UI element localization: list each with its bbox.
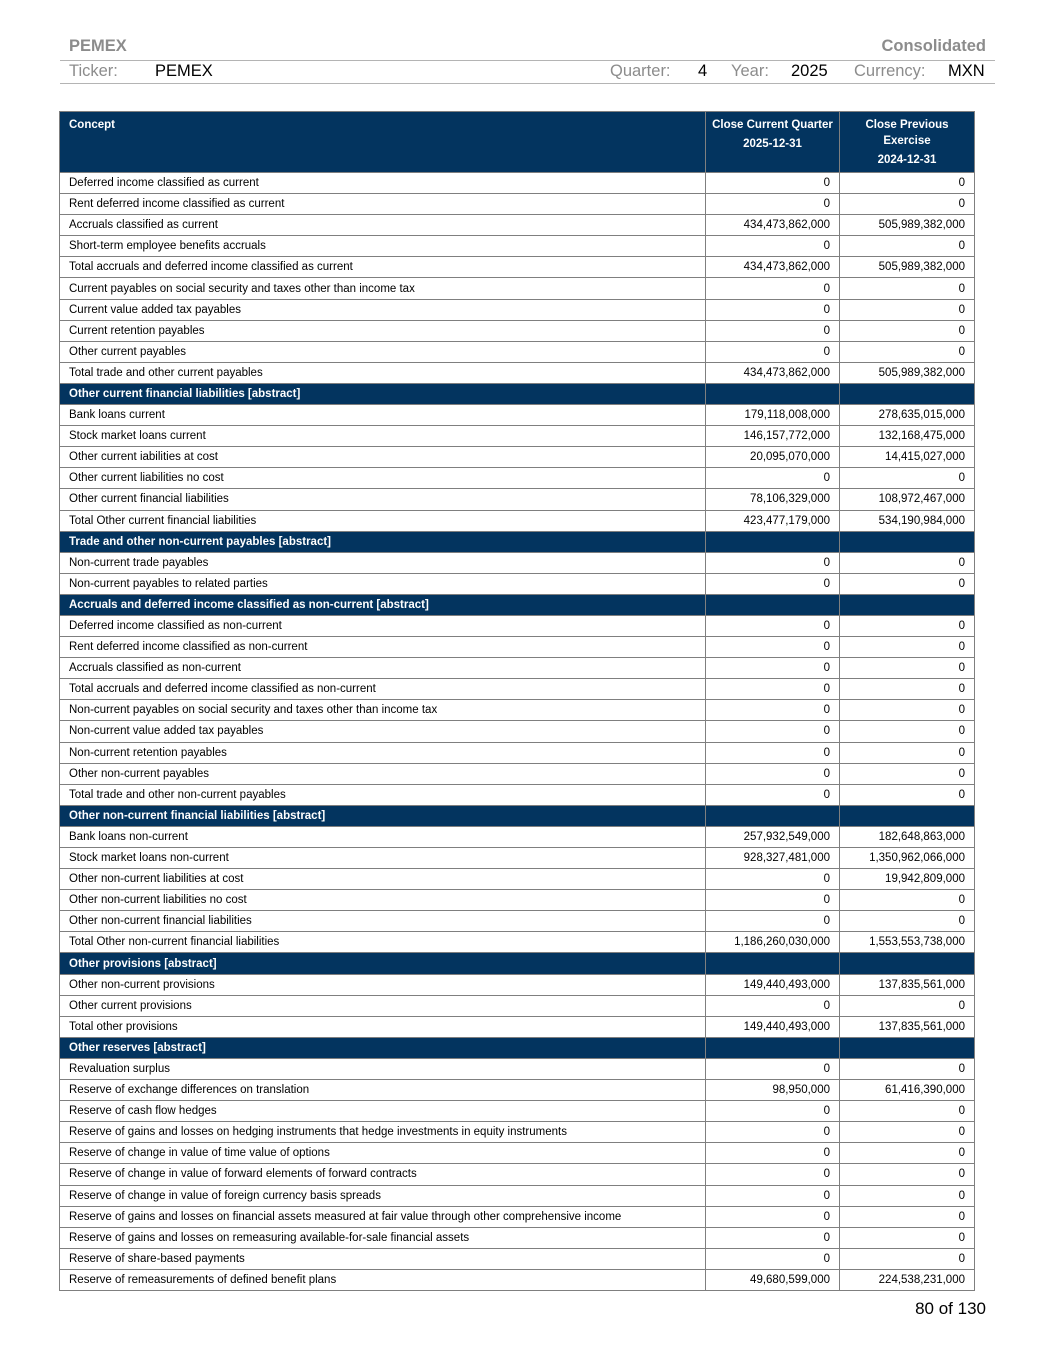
concept-cell: Current payables on social security and taxes other than income tax — [60, 278, 706, 299]
section-blank-cell — [706, 383, 840, 404]
table-row — [60, 763, 975, 784]
current-quarter-value: 434,473,862,000 — [706, 215, 840, 236]
concept-cell: Revaluation surplus — [60, 1058, 706, 1079]
previous-exercise-value: 0 — [840, 173, 975, 194]
previous-exercise-value: 0 — [840, 700, 975, 721]
table-row — [60, 784, 975, 805]
table-row — [60, 826, 975, 847]
current-quarter-value: 0 — [706, 700, 840, 721]
concept-cell: Other current payables — [60, 341, 706, 362]
current-quarter-value: 0 — [706, 278, 840, 299]
current-quarter-column-header — [706, 112, 840, 173]
previous-exercise-value: 505,989,382,000 — [840, 215, 975, 236]
previous-exercise-value: 0 — [840, 679, 975, 700]
concept-cell: Reserve of change in value of foreign currency basis spreads — [60, 1185, 706, 1206]
current-quarter-value: 257,932,549,000 — [706, 826, 840, 847]
table-row — [60, 1206, 975, 1227]
section-header-row — [60, 383, 975, 404]
concept-cell: Total trade and other current payables — [60, 362, 706, 383]
section-title: Other non-current financial liabilities [abstract] — [60, 805, 706, 826]
section-header-row — [60, 805, 975, 826]
current-quarter-value: 0 — [706, 1227, 840, 1248]
concept-cell: Stock market loans non-current — [60, 848, 706, 869]
previous-exercise-value: 0 — [840, 194, 975, 215]
concept-cell: Reserve of gains and losses on hedging instruments that hedge investments in equity instruments — [60, 1122, 706, 1143]
current-quarter-value: 0 — [706, 995, 840, 1016]
section-header-row — [60, 1037, 975, 1058]
section-title: Other current financial liabilities [abstract] — [60, 383, 706, 404]
table-row — [60, 426, 975, 447]
table-row — [60, 1080, 975, 1101]
previous-exercise-value: 0 — [840, 637, 975, 658]
current-quarter-value: 0 — [706, 637, 840, 658]
table-row — [60, 1227, 975, 1248]
previous-exercise-value: 182,648,863,000 — [840, 826, 975, 847]
currency-label: Currency: — [854, 62, 926, 80]
concept-cell: Total Other non-current financial liabilities — [60, 932, 706, 953]
previous-exercise-value: 0 — [840, 468, 975, 489]
table-row — [60, 679, 975, 700]
current-quarter-value: 0 — [706, 890, 840, 911]
current-quarter-value: 149,440,493,000 — [706, 974, 840, 995]
concept-cell: Total accruals and deferred income classified as current — [60, 257, 706, 278]
ticker-label: Ticker: — [69, 62, 118, 80]
concept-cell: Other current financial liabilities — [60, 489, 706, 510]
table-body — [60, 173, 975, 1291]
previous-exercise-value: 278,635,015,000 — [840, 405, 975, 426]
concept-cell: Reserve of cash flow hedges — [60, 1101, 706, 1122]
current-quarter-value: 0 — [706, 194, 840, 215]
table-row — [60, 194, 975, 215]
company-name: PEMEX — [69, 37, 127, 55]
concept-cell: Total other provisions — [60, 1016, 706, 1037]
previous-exercise-value: 0 — [840, 1164, 975, 1185]
concept-cell: Reserve of change in value of forward elements of forward contracts — [60, 1164, 706, 1185]
current-quarter-value: 0 — [706, 1122, 840, 1143]
concept-cell: Reserve of exchange differences on translation — [60, 1080, 706, 1101]
previous-exercise-header-label: Close Previous Exercise — [865, 119, 949, 147]
previous-exercise-value: 0 — [840, 573, 975, 594]
ticker-value: PEMEX — [155, 62, 213, 80]
previous-exercise-value: 534,190,984,000 — [840, 510, 975, 531]
previous-exercise-value: 132,168,475,000 — [840, 426, 975, 447]
current-quarter-value: 0 — [706, 299, 840, 320]
table-row — [60, 700, 975, 721]
table-row — [60, 552, 975, 573]
current-quarter-value: 78,106,329,000 — [706, 489, 840, 510]
table-row — [60, 658, 975, 679]
previous-exercise-value: 0 — [840, 1248, 975, 1269]
concept-cell: Reserve of share-based payments — [60, 1248, 706, 1269]
previous-exercise-value: 0 — [840, 320, 975, 341]
concept-cell: Current retention payables — [60, 320, 706, 341]
section-blank-cell — [840, 1037, 975, 1058]
current-quarter-value: 434,473,862,000 — [706, 257, 840, 278]
previous-exercise-value: 0 — [840, 742, 975, 763]
current-quarter-header-label: Close Current Quarter — [712, 119, 833, 131]
section-title: Other reserves [abstract] — [60, 1037, 706, 1058]
current-quarter-value: 0 — [706, 679, 840, 700]
concept-cell: Other non-current liabilities at cost — [60, 869, 706, 890]
previous-exercise-value: 0 — [840, 1227, 975, 1248]
previous-exercise-value: 137,835,561,000 — [840, 1016, 975, 1037]
table-row — [60, 637, 975, 658]
concept-cell: Stock market loans current — [60, 426, 706, 447]
section-blank-cell — [706, 1037, 840, 1058]
concept-cell: Bank loans current — [60, 405, 706, 426]
table-row — [60, 173, 975, 194]
previous-exercise-value: 19,942,809,000 — [840, 869, 975, 890]
table-row — [60, 215, 975, 236]
table-row — [60, 362, 975, 383]
table-row — [60, 911, 975, 932]
previous-exercise-value: 0 — [840, 1122, 975, 1143]
table-row — [60, 1185, 975, 1206]
table-row — [60, 1164, 975, 1185]
concept-cell: Total accruals and deferred income classified as non-current — [60, 679, 706, 700]
concept-cell: Reserve of gains and losses on remeasuring available-for-sale financial assets — [60, 1227, 706, 1248]
financial-data-table — [59, 111, 975, 1291]
previous-exercise-value: 1,553,553,738,000 — [840, 932, 975, 953]
concept-cell: Other non-current payables — [60, 763, 706, 784]
table-row — [60, 615, 975, 636]
concept-cell: Total trade and other non-current payables — [60, 784, 706, 805]
section-blank-cell — [840, 383, 975, 404]
current-quarter-value: 0 — [706, 552, 840, 573]
previous-exercise-value: 1,350,962,066,000 — [840, 848, 975, 869]
previous-exercise-value: 0 — [840, 1101, 975, 1122]
concept-cell: Other current provisions — [60, 995, 706, 1016]
current-quarter-value: 0 — [706, 869, 840, 890]
concept-cell: Rent deferred income classified as non-current — [60, 637, 706, 658]
section-blank-cell — [840, 805, 975, 826]
current-quarter-value: 179,118,008,000 — [706, 405, 840, 426]
previous-exercise-value: 0 — [840, 763, 975, 784]
current-quarter-value: 0 — [706, 658, 840, 679]
concept-column-header: Concept — [60, 112, 706, 173]
table-row — [60, 447, 975, 468]
table-row — [60, 278, 975, 299]
section-title: Trade and other non-current payables [abstract] — [60, 531, 706, 552]
current-quarter-value: 0 — [706, 1143, 840, 1164]
previous-exercise-value: 0 — [840, 1185, 975, 1206]
table-row — [60, 299, 975, 320]
current-quarter-value: 423,477,179,000 — [706, 510, 840, 531]
table-row — [60, 890, 975, 911]
current-quarter-value: 0 — [706, 320, 840, 341]
table-row — [60, 1016, 975, 1037]
current-quarter-value: 928,327,481,000 — [706, 848, 840, 869]
table-row — [60, 1058, 975, 1079]
quarter-label: Quarter: — [610, 62, 671, 80]
section-blank-cell — [840, 953, 975, 974]
table-row — [60, 341, 975, 362]
previous-exercise-value: 137,835,561,000 — [840, 974, 975, 995]
concept-cell: Other current liabilities no cost — [60, 468, 706, 489]
concept-cell: Accruals classified as non-current — [60, 658, 706, 679]
page-number: 80 of 130 — [915, 1299, 986, 1318]
concept-cell: Accruals classified as current — [60, 215, 706, 236]
table-row — [60, 236, 975, 257]
previous-exercise-value: 0 — [840, 1058, 975, 1079]
table-row — [60, 257, 975, 278]
concept-cell: Non-current retention payables — [60, 742, 706, 763]
table-row — [60, 995, 975, 1016]
current-quarter-value: 0 — [706, 1101, 840, 1122]
previous-exercise-value: 0 — [840, 615, 975, 636]
current-quarter-date: 2025-12-31 — [743, 138, 802, 150]
table-row — [60, 468, 975, 489]
section-title: Other provisions [abstract] — [60, 953, 706, 974]
table-row — [60, 510, 975, 531]
report-header — [69, 37, 986, 59]
previous-exercise-date: 2024-12-31 — [877, 154, 937, 166]
report-type: Consolidated — [881, 37, 986, 55]
current-quarter-value: 0 — [706, 468, 840, 489]
current-quarter-value: 0 — [706, 173, 840, 194]
concept-cell: Other non-current provisions — [60, 974, 706, 995]
concept-cell: Reserve of remeasurements of defined benefit plans — [60, 1269, 706, 1290]
current-quarter-value: 0 — [706, 1185, 840, 1206]
current-quarter-value: 49,680,599,000 — [706, 1269, 840, 1290]
concept-cell: Reserve of gains and losses on financial assets measured at fair value through other comprehensive income — [60, 1206, 706, 1227]
section-blank-cell — [706, 805, 840, 826]
quarter-value: 4 — [698, 62, 708, 80]
previous-exercise-value: 505,989,382,000 — [840, 362, 975, 383]
current-quarter-value: 149,440,493,000 — [706, 1016, 840, 1037]
previous-exercise-value: 224,538,231,000 — [840, 1269, 975, 1290]
section-blank-cell — [840, 594, 975, 615]
concept-cell: Non-current trade payables — [60, 552, 706, 573]
previous-exercise-value: 0 — [840, 995, 975, 1016]
concept-cell: Other non-current financial liabilities — [60, 911, 706, 932]
table-row — [60, 1143, 975, 1164]
table-row — [60, 1269, 975, 1290]
current-quarter-value: 0 — [706, 1206, 840, 1227]
section-blank-cell — [706, 594, 840, 615]
previous-exercise-value: 505,989,382,000 — [840, 257, 975, 278]
previous-exercise-value: 0 — [840, 299, 975, 320]
previous-exercise-value: 0 — [840, 236, 975, 257]
previous-exercise-value: 0 — [840, 784, 975, 805]
current-quarter-value: 20,095,070,000 — [706, 447, 840, 468]
concept-cell: Other current iabilities at cost — [60, 447, 706, 468]
table-row — [60, 848, 975, 869]
previous-exercise-value: 0 — [840, 1143, 975, 1164]
previous-exercise-column-header — [840, 112, 975, 173]
table-row — [60, 405, 975, 426]
concept-cell: Total Other current financial liabilities — [60, 510, 706, 531]
report-meta-row — [60, 60, 995, 84]
section-blank-cell — [706, 953, 840, 974]
previous-exercise-value: 0 — [840, 890, 975, 911]
concept-cell: Current value added tax payables — [60, 299, 706, 320]
section-blank-cell — [706, 531, 840, 552]
current-quarter-value: 0 — [706, 763, 840, 784]
current-quarter-value: 0 — [706, 784, 840, 805]
previous-exercise-value: 0 — [840, 278, 975, 299]
table-header-row — [60, 112, 975, 173]
section-header-row — [60, 953, 975, 974]
table-row — [60, 869, 975, 890]
table-row — [60, 932, 975, 953]
current-quarter-value: 98,950,000 — [706, 1080, 840, 1101]
concept-cell: Other non-current liabilities no cost — [60, 890, 706, 911]
previous-exercise-value: 14,415,027,000 — [840, 447, 975, 468]
current-quarter-value: 0 — [706, 615, 840, 636]
table-row — [60, 974, 975, 995]
current-quarter-value: 0 — [706, 742, 840, 763]
table-row — [60, 573, 975, 594]
section-header-row — [60, 531, 975, 552]
table-row — [60, 742, 975, 763]
year-label: Year: — [731, 62, 769, 80]
section-header-row — [60, 594, 975, 615]
previous-exercise-value: 0 — [840, 911, 975, 932]
current-quarter-value: 0 — [706, 1248, 840, 1269]
previous-exercise-value: 0 — [840, 658, 975, 679]
header-divider-bottom — [60, 83, 995, 84]
concept-cell: Deferred income classified as current — [60, 173, 706, 194]
current-quarter-value: 0 — [706, 1058, 840, 1079]
concept-cell: Rent deferred income classified as current — [60, 194, 706, 215]
previous-exercise-value: 0 — [840, 552, 975, 573]
current-quarter-value: 0 — [706, 721, 840, 742]
table-row — [60, 320, 975, 341]
current-quarter-value: 1,186,260,030,000 — [706, 932, 840, 953]
table-row — [60, 1122, 975, 1143]
concept-cell: Bank loans non-current — [60, 826, 706, 847]
previous-exercise-value: 0 — [840, 721, 975, 742]
concept-cell: Short-term employee benefits accruals — [60, 236, 706, 257]
section-blank-cell — [840, 531, 975, 552]
previous-exercise-value: 0 — [840, 341, 975, 362]
current-quarter-value: 0 — [706, 341, 840, 362]
section-title: Accruals and deferred income classified as non-current [abstract] — [60, 594, 706, 615]
current-quarter-value: 0 — [706, 236, 840, 257]
currency-value: MXN — [948, 62, 985, 80]
current-quarter-value: 434,473,862,000 — [706, 362, 840, 383]
concept-cell: Non-current value added tax payables — [60, 721, 706, 742]
current-quarter-value: 0 — [706, 911, 840, 932]
previous-exercise-value: 61,416,390,000 — [840, 1080, 975, 1101]
year-value: 2025 — [791, 62, 828, 80]
current-quarter-value: 0 — [706, 1164, 840, 1185]
current-quarter-value: 0 — [706, 573, 840, 594]
concept-cell: Reserve of change in value of time value of options — [60, 1143, 706, 1164]
concept-cell: Non-current payables to related parties — [60, 573, 706, 594]
concept-cell: Deferred income classified as non-current — [60, 615, 706, 636]
table-row — [60, 489, 975, 510]
current-quarter-value: 146,157,772,000 — [706, 426, 840, 447]
previous-exercise-value: 108,972,467,000 — [840, 489, 975, 510]
table-row — [60, 721, 975, 742]
concept-cell: Non-current payables on social security and taxes other than income tax — [60, 700, 706, 721]
table-row — [60, 1248, 975, 1269]
previous-exercise-value: 0 — [840, 1206, 975, 1227]
table-row — [60, 1101, 975, 1122]
